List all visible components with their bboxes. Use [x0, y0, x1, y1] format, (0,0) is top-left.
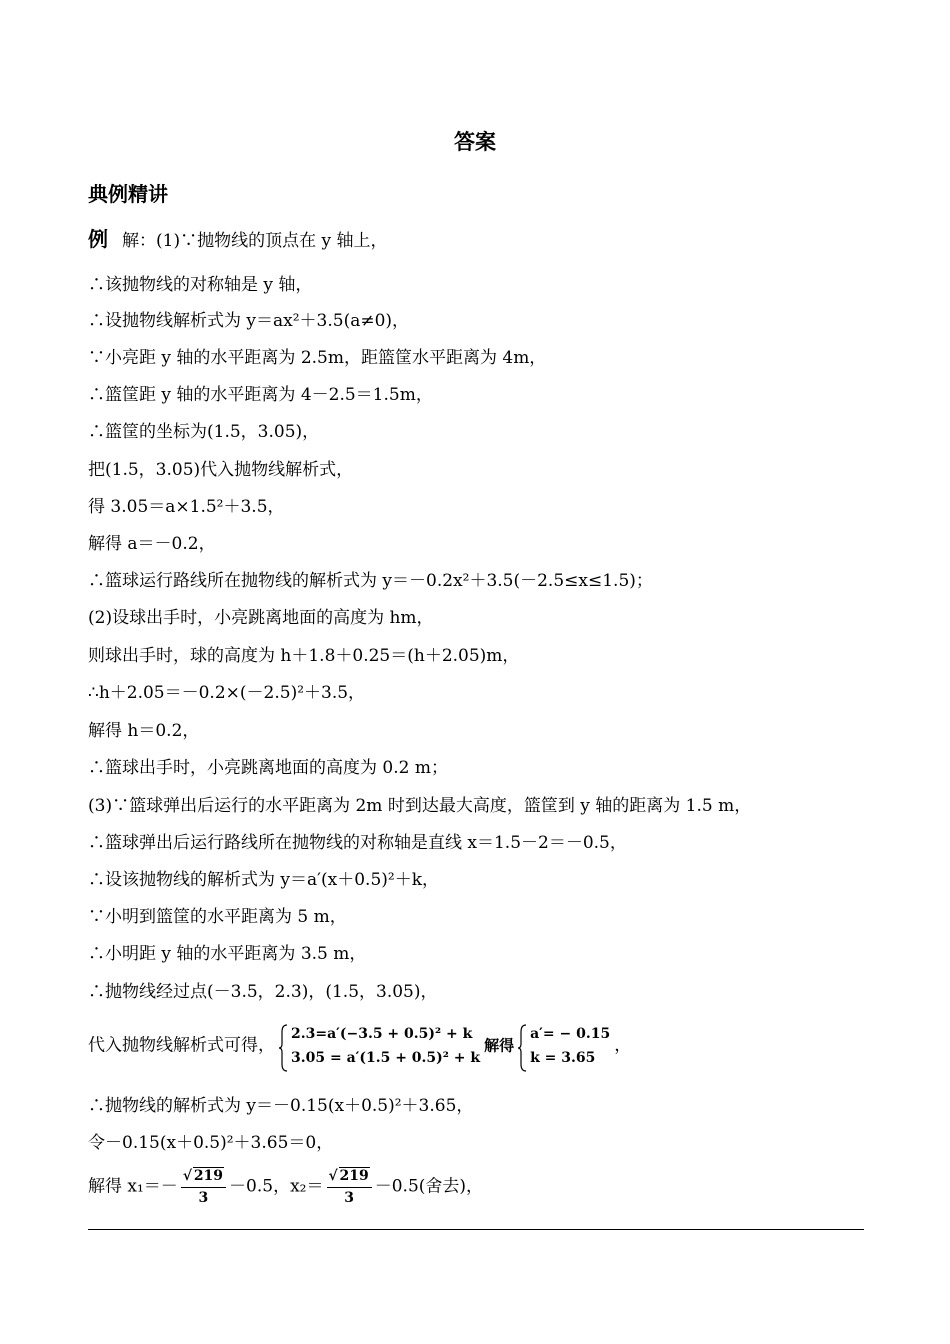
line-text: 解：(1)∵抛物线的顶点在 y 轴上， — [122, 231, 388, 251]
solution-line-10: ∴篮球运行路线所在抛物线的解析式为 y＝－0.2x²＋3.5(－2.5≤x≤1.5)； — [88, 571, 653, 591]
final-prefix: 解得 x₁＝－ — [88, 1176, 178, 1197]
solution-line-15: ∴篮球出手时，小亮跳离地面的高度为 0.2 m； — [88, 758, 448, 778]
equation-2: 3.05 = a′(1.5 + 0.5)² + k — [291, 1050, 481, 1066]
example-label: 例 — [88, 227, 108, 251]
left-brace-icon — [279, 1024, 288, 1072]
solution-line-14: 解得 h＝0.2， — [88, 721, 200, 741]
solution-line-22: ∴抛物线的解析式为 y＝－0.15(x＋0.5)²＋3.65， — [88, 1096, 474, 1116]
solution-2: k = 3.65 — [530, 1050, 596, 1066]
equation-system — [279, 1022, 480, 1070]
solution-line-18: ∴设该抛物线的解析式为 y＝a′(x＋0.5)²＋k， — [88, 870, 440, 890]
solution-line-7: 把(1.5，3.05)代入抛物线解析式， — [88, 460, 354, 480]
solution-line-5: ∴篮筐距 y 轴的水平距离为 4－2.5＝1.5m， — [88, 385, 433, 405]
solve-label: 解得 — [484, 1036, 515, 1055]
system-prefix: 代入抛物线解析式可得， — [88, 1035, 275, 1056]
solution-line-1 — [88, 228, 388, 252]
radicand: 219 — [193, 1168, 224, 1184]
solution-1: a′= − 0.15 — [530, 1026, 611, 1042]
final-answer-line — [88, 1166, 483, 1208]
solution-system — [518, 1022, 610, 1070]
footer-divider — [88, 1229, 864, 1230]
equation-1: 2.3=a′(−3.5 + 0.5)² + k — [291, 1026, 473, 1042]
solution-line-6: ∴篮筐的坐标为(1.5，3.05)， — [88, 422, 320, 442]
final-suffix: －0.5(舍去)， — [374, 1176, 484, 1197]
solution-line-4: ∵小亮距 y 轴的水平距离为 2.5m，距篮筐水平距离为 4m， — [88, 348, 547, 368]
solution-line-3: ∴设抛物线解析式为 y＝ax²＋3.5(a≠0)， — [88, 311, 410, 331]
fraction-2 — [327, 1166, 372, 1208]
final-mid: －0.5，x₂＝ — [229, 1176, 324, 1197]
solution-line-16: (3)∵篮球弹出后运行的水平距离为 2m 时到达最大高度，篮筐到 y 轴的距离为 1.5 m， — [88, 796, 752, 816]
radicand: 219 — [339, 1168, 369, 1184]
system-suffix: ， — [614, 1035, 632, 1056]
solution-line-9: 解得 a＝－0.2， — [88, 534, 216, 554]
solution-line-20: ∴小明距 y 轴的水平距离为 3.5 m， — [88, 944, 367, 964]
solution-line-19: ∵小明到篮筐的水平距离为 5 m， — [88, 907, 347, 927]
section-heading: 典例精讲 — [88, 182, 168, 206]
equation-system-line — [88, 1022, 631, 1070]
denominator: 3 — [198, 1190, 209, 1206]
solution-line-11: (2)设球出手时，小亮跳离地面的高度为 hm， — [88, 608, 434, 628]
solution-line-8: 得 3.05＝a×1.5²＋3.5， — [88, 497, 285, 517]
solution-line-17: ∴篮球弹出后运行路线所在抛物线的对称轴是直线 x＝1.5－2＝－0.5， — [88, 833, 627, 853]
denominator: 3 — [344, 1190, 354, 1206]
sqrt-icon: √ — [328, 1168, 338, 1184]
solution-line-13: ∴h＋2.05＝－0.2×(－2.5)²＋3.5， — [88, 683, 366, 703]
sqrt-icon: √ — [182, 1168, 193, 1184]
page-title: 答案 — [454, 130, 496, 154]
solution-line-23: 令－0.15(x＋0.5)²＋3.65＝0， — [88, 1133, 334, 1153]
solution-line-2: ∴该抛物线的对称轴是 y 轴， — [88, 275, 313, 295]
solution-line-12: 则球出手时，球的高度为 h＋1.8＋0.25＝(h＋2.05)m， — [88, 646, 520, 666]
left-brace-icon — [518, 1024, 527, 1072]
fraction-1 — [181, 1166, 226, 1208]
solution-line-21: ∴抛物线经过点(－3.5，2.3)，(1.5，3.05)， — [88, 982, 438, 1002]
